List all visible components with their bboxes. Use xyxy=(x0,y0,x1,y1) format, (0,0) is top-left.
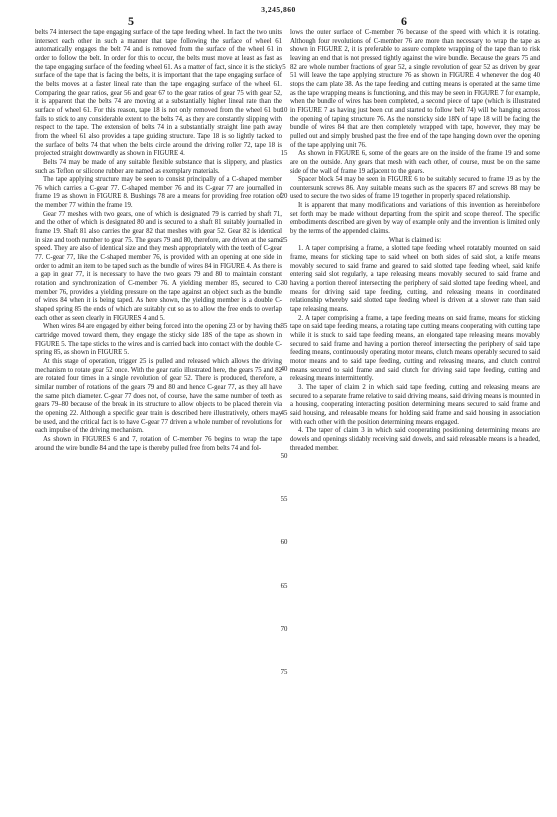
right-paragraph: Spacer block 54 may be seen in FIGURE 6 to be suitably secured to frame 19 as by the countersunk screws 86. Any suitable means such as the spacers 87 and screws 88 may be used to secure the two sides of frame 19 together in properly spaced relationship. xyxy=(290,176,540,201)
right-paragraph: lows the outer surface of C-member 76 because of the speed with which it is rotating. Although four revolutions of C-member 76 are more than necessary to wrap the tape as shown in FIGURE 2, it is preferable to assure complete wrapping of the tape than to risk leaving an end that is not pressed tightly against the wire bundle. Because the gears 75 and 82 are whole number fractions of gear 52, a single revolution of gear 52 as driven by gear 51 will leave the tape applying structure 76 as shown in FIGURE 4 whenever the dog 40 stops the cam plate 38. As the tape feeding and cutting means is operated at the same time as the tape wrapping means is functioning, and this may be seen in FIGURE 7 for example, when the bundle of wires has been completed, a second piece of tape (which is illustrated in FIGURE 7 as having just been cut and started to follow belt 74) will be hanging across the opening of taping structure 76. As the nonsticky side 18N of tape 18 will be facing the bundle of wires 84 that are then completely wrapped with tape, however, they may be pulled out and simply brushed past the free end of the tape hanging down over the opening of the tape applying unit 76. xyxy=(290,29,540,149)
left-paragraph: Belts 74 may be made of any suitable flexible substance that is slippery, and plastics such as Teflon or silicone rubber are named as exemplary materials. xyxy=(35,158,282,175)
line-number: 20 xyxy=(280,193,288,201)
line-number: 30 xyxy=(280,279,288,287)
line-number: 60 xyxy=(280,539,288,547)
right-paragraph: It is apparent that many modifications and variations of this invention as hereinbefore set forth may be made without departing from the spirit and scope thereof. The specific embodiments described are given by way of example only and the invention is limited only by the terms of the appended claims. xyxy=(290,202,540,236)
patent-number: 3,245,860 xyxy=(261,5,296,14)
line-number-gutter xyxy=(278,29,290,813)
right-text-column xyxy=(290,29,540,813)
line-number: 75 xyxy=(280,669,288,677)
claims-intro: What is claimed is: xyxy=(388,236,442,244)
line-number: 50 xyxy=(280,452,288,460)
line-number: 70 xyxy=(280,625,288,633)
left-column-number: 5 xyxy=(128,14,134,28)
claim-paragraph: 3. The taper of claim 2 in which said tape feeding, cutting and releasing means are secured to a separate frame relative to said driving means, said driving means is mounted in a housing, cooperating interacting position determining means secured to said frame and said housing, and releasable means for holding said frame and said housing in association with each other with the position determining means engaged. xyxy=(290,383,540,426)
left-paragraph: belts 74 intersect the tape engaging surface of the tape feeding wheel. In fact the two units intersect each other in such a manner that tape following the surface of wheel 61 automatically engages the belt 74 and is removed from the surface of the wheel 61 in order to follow the belt. In order for this to occur, the belts must move at least as fast as the tape engaging surface of the feeding wheel 61. As a matter of fact, since it is the sticky surface of the tape that is facing the belts, it is important that the tape engaging surface of the belts moves at a faster lineal rate than the tape engaging surface of the wheel 61. Comparing the gear ratios, gear 56 and gear 67 to the gear ratios of gear 75 with gear 52, it is apparent that the belts 74 are moving at a substantially higher lineal rate than the surface of wheel 61. For this reason, tape 18 is not only removed from the wheel 61 but fails to stick to any considerable extent to the belts 74, as they are constantly slipping with respect to the tape. The extension of belts 74 in a substantially straight line path away from the wheel 61 also provides a tape guiding structure. Tape 18 is so lightly tacked to the surface of belts 74 that when the belts circle around the driving roller 72, tape 18 is projected straight downwardly as shown in FIGURE 4. xyxy=(35,29,282,158)
line-number: 10 xyxy=(280,106,288,114)
left-paragraph: As shown in FIGURES 6 and 7, rotation of C-member 76 begins to wrap the tape around the wire bundle 84 and the tape is thereby pulled free from belts 74 and fol- xyxy=(35,435,282,452)
left-paragraph: At this stage of operation, trigger 25 is pulled and released which allows the driving mechanism to rotate gear 52 once. With the gear ratio illustrated here, the gears 75 and 82 are rotated four times in a single revolution of gear 52. There is produced, therefore, a similar number of rotations of the gears 79 and 80 and hence C-gear 77, as they all have the same pitch diameter. C-gear 77 does not, of course, have the same number of teeth as gears 79–80 because of the break in its structure to allow objects to be placed therein via the opening 22. Although a specific gear train is described here illustratively, others may be used, and the critical fact is to have C-gear 77 driven a whole number of revolutions for each impulse of the driving mechanism. xyxy=(35,357,282,435)
left-text-column xyxy=(35,29,282,813)
right-paragraph: As shown in FIGURE 6, some of the gears are on the inside of the frame 19 and some are on the outside. Any gears that mesh with each other, of course, must be on the same side of the wall of frame 19 adjacent to the gears. xyxy=(290,150,540,175)
left-paragraph: When wires 84 are engaged by either being forced into the opening 23 or by having the cartridge moved toward them, they engage the sticky side 18S of the tape as shown in FIGURE 5. The tape sticks to the wires and is carried back into contact with the double C-spring 85, as shown in FIGURE 5. xyxy=(35,323,282,357)
line-number: 15 xyxy=(280,150,288,158)
claim-paragraph: 4. The taper of claim 3 in which said cooperating positioning determining means are dowels and openings slidably receiving said dowels, and said releasable means is a headed, threaded member. xyxy=(290,427,540,452)
line-number: 45 xyxy=(280,409,288,417)
left-paragraph: The tape applying structure may be seen to consist principally of a C-shaped member 76 which carries a C-gear 77. C-shaped member 76 and its C-gear 77 are journalled in frame 19 as shown in FIGURE 8. Bushings 78 are a means for providing free rotation of the member 77 within the frame 19. xyxy=(35,176,282,210)
left-paragraph: Gear 77 meshes with two gears, one of which is designated 79 is carried by shaft 71, and the other of which is designated 80 and is secured to a shaft 81 suitably journalled in frame 19. Shaft 81 also carries the gear 82 that meshes with gear 52. Gear 82 is identical in size and tooth number to gear 75. The gears 79 and 80, therefore, are driven at the same speed. They are also of identical size and they mesh appropriately with the teeth of C-gear 77. C-gear 77, like the C-shaped member 76, is provided with an opening at one side in order to admit an item to be taped such as the bundle of wires 84 in FIGURE 4. As there is a gap in gear 77, it is necessary to have the two gears 79 and 80 to maintain constant rotation and synchronization of C-member 76. A yielding member 85, secured to C-member 76, provides a yielding pressure on the tape against an object such as the bundle of wires 84 when it is being taped. As here shown, the yielding member is a double C-shaped spring 85 the ends of which are suitably cut so as to allow the free ends to overlap each other as seen clearly in FIGURES 4 and 5. xyxy=(35,210,282,322)
line-number: 25 xyxy=(280,236,288,244)
right-column-number: 6 xyxy=(401,14,407,28)
line-number: 40 xyxy=(280,366,288,374)
line-number: 35 xyxy=(280,323,288,331)
line-number: 55 xyxy=(280,496,288,504)
claim-paragraph: 2. A taper comprising a frame, a tape feeding means on said frame, means for sticking tape on said tape feeding means, a rotating tape cutting means cooperating with cutting tape while it is stuck to said tape feeding means, an elongated tape releasing means movably secured to said frame and having a portion thereof intersecting the periphery of said tape feeding means, continuously operating motor means, clutch means operably secured to said motor means and to said tape feeding, cutting and releasing means, and clutch control means secured to said frame and said clutch for driving said tape feeding, cutting and releasing means intermittently. xyxy=(290,314,540,383)
line-number: 65 xyxy=(280,582,288,590)
line-number: 5 xyxy=(282,63,286,71)
claim-paragraph: 1. A taper comprising a frame, a slotted tape feeding wheel rotatably mounted on said frame, means for sticking tape to said wheel on both sides of said slot, a knife means movably secured to said frame and geared to said slotted tape feeding wheel, said knife entering said slot regularly, a tape releasing means movably secured to said frame and having a portion thereof intersecting the periphery of said slotted tape feeding wheel, and means for driving said tape feeding, cutting, and releasing means in coordinated relationship whereby said slotted tape feeding wheel is driven at a slower rate than said tape releasing means. xyxy=(290,245,540,313)
